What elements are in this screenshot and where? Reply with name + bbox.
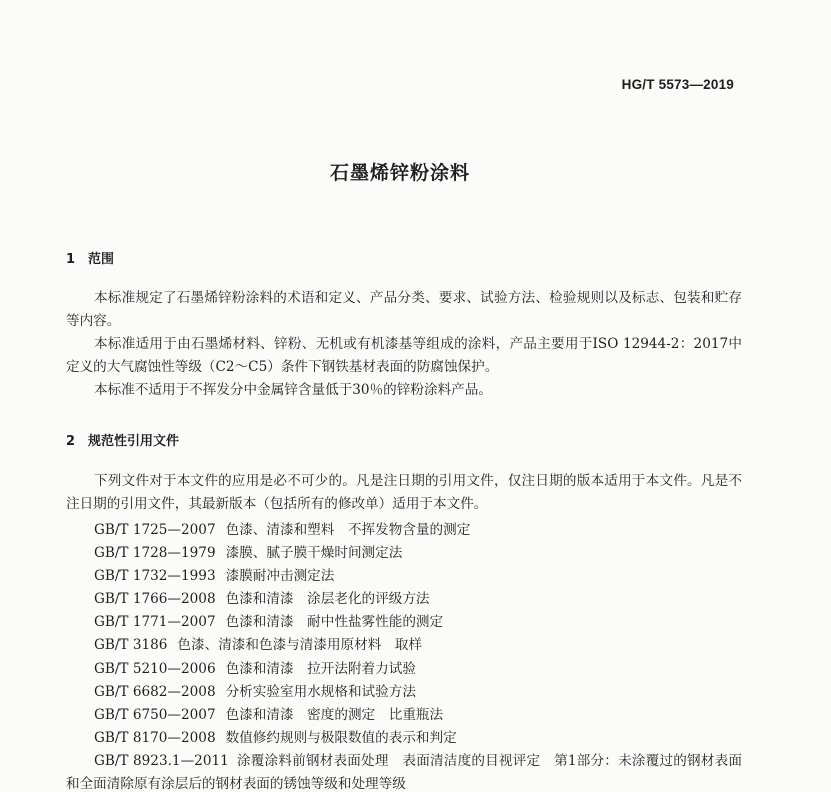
reference-title: 数值修约规则与极限数值的表示和判定 [225,729,457,746]
reference-code: GB/T 8923.1—2011 [94,752,229,769]
section-number: 2 [66,434,76,449]
reference-code: GB/T 1732—1993 [94,568,216,585]
reference-code: GB/T 1725—2007 [94,522,216,538]
reference-item [66,588,742,611]
section-heading-normative-references [66,430,179,449]
reference-title: 色漆、清漆和塑料 不挥发物含量的测定 [225,522,471,538]
reference-title: 色漆和清漆 拉开法附着力试验 [225,660,416,677]
reference-code: GB/T 5210—2006 [94,660,216,677]
reference-title: 漆膜、腻子膜干燥时间测定法 [225,545,403,562]
reference-item [66,519,742,542]
section-title: 规范性引用文件 [88,434,180,449]
reference-item [66,634,742,657]
section-title: 范围 [88,252,115,267]
standard-code: HG/T 5573—2019 [621,77,734,92]
section-heading-scope [66,248,114,267]
reference-item [66,658,742,681]
reference-code: GB/T 1766—2008 [94,591,216,608]
reference-code: GB/T 1728—1979 [94,545,216,562]
reference-item [66,681,742,704]
reference-title: 涂覆涂料前钢材表面处理 表面清洁度的目视评定 第1部分：未涂覆过的钢材表面和全面清除原有涂层后的钢材表面的锈蚀等级和处理等级 [66,752,742,792]
reference-list [66,519,742,792]
references-intro-paragraph: 下列文件对于本文件的应用是必不可少的。凡是注日期的引用文件，仅注日期的版本适用于本文件。凡是不注日期的引用文件，其最新版本（包括所有的修改单）适用于本文件。 [66,473,742,512]
reference-code: GB/T 8170—2008 [94,729,216,746]
reference-title: 色漆和清漆 涂层老化的评级方法 [225,591,430,608]
reference-title: 漆膜耐冲击测定法 [225,568,335,585]
reference-title: 分析实验室用水规格和试验方法 [225,683,416,700]
reference-item [66,704,742,727]
reference-title: 色漆和清漆 耐中性盐雾性能的测定 [225,614,444,631]
reference-item [66,611,742,634]
reference-code: GB/T 6682—2008 [94,683,216,700]
reference-item [66,727,742,750]
scope-paragraph-3: 本标准不适用于不挥发分中金属锌含量低于30％的锌粉涂料产品。 [94,382,492,398]
section-number: 1 [66,252,76,267]
reference-item [66,750,742,792]
reference-title: 色漆和清漆 密度的测定 比重瓶法 [225,706,444,723]
reference-item [66,542,742,565]
reference-item [66,565,742,588]
reference-title: 色漆、清漆和色漆与清漆用原材料 取样 [177,637,423,654]
reference-code: GB/T 3186 [94,637,168,654]
reference-code: GB/T 1771—2007 [94,614,216,631]
reference-code: GB/T 6750—2007 [94,706,216,723]
scope-paragraph-2: 本标准适用于由石墨烯材料、锌粉、无机或有机漆基等组成的涂料，产品主要用于ISO 12944-2：2017中定义的大气腐蚀性等级（C2～C5）条件下钢铁基材表面的防腐蚀保护。 [66,336,742,375]
scope-paragraph-1: 本标准规定了石墨烯锌粉涂料的术语和定义、产品分类、要求、试验方法、检验规则以及标志、包装和贮存等内容。 [66,290,742,329]
document-title: 石墨烯锌粉涂料 [329,162,470,184]
